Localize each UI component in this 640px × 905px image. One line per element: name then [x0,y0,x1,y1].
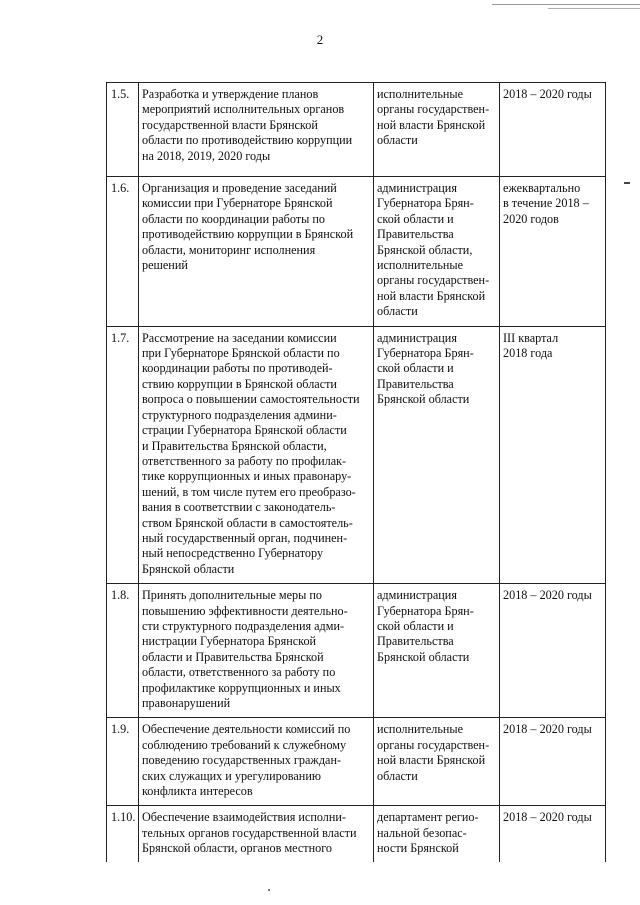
responsible-executor: администрация Губернатора Брян- ской области и Правительства Брянской области [374,584,500,718]
measure-description: Обеспечение деятельности комиссий по соблюдению требований к служебному поведению государственных граждан- ских служащих и урегулированию конфликта интересов [139,718,374,806]
table-row [107,584,606,718]
table-row [107,718,606,806]
margin-mark [624,182,630,184]
table-row [107,326,606,584]
measures-table [106,82,606,862]
measure-description: Принять дополнительные меры по повышению эффективности деятельно- сти структурного подразделения адми- нистрации Губернатора Брянской области и Правительства Брянской области, ответственного за работу по профилактике коррупционных и иных правонарушений [139,584,374,718]
deadline: 2018 – 2020 годы [500,83,606,177]
scan-artifact-line [548,8,640,9]
item-number: 1.8. [107,584,139,718]
table-row [107,806,606,862]
measure-description: Разработка и утверждение планов мероприятий исполнительных органов государственной власти Брянской области по противодействию коррупции на 2018, 2019, 2020 годы [139,83,374,177]
item-number: 1.10. [107,806,139,862]
measure-description: Организация и проведение заседаний комиссии при Губернаторе Брянской области по координации работы по противодействию коррупции в Брянской области, мониторинг исполнения решений [139,177,374,327]
item-number: 1.5. [107,83,139,177]
deadline: 2018 – 2020 годы [500,718,606,806]
responsible-executor: администрация Губернатора Брян- ской области и Правительства Брянской области [374,326,500,584]
deadline: 2018 – 2020 годы [500,806,606,862]
deadline: III квартал 2018 года [500,326,606,584]
item-number: 1.7. [107,326,139,584]
responsible-executor: департамент регио- нальной безопас- ности Брянской [374,806,500,862]
measure-description: Рассмотрение на заседании комиссии при Губернаторе Брянской области по координации работы по противодей- ствию коррупции в Брянской области вопроса о повышении самостоятельности структурного подразделения админи- страции Губернатора Брянской области и Правительства Брянской области, ответственного за работу по профилак- тике коррупционных и иных правонару- шений, в том числе путем его преобразо- вания в соответствии с законодатель- ством Брянской области в самостоятель- ный государственный орган, подчинен- ный непосредственно Губернатору Брянской области [139,326,374,584]
responsible-executor: исполнительные органы государствен- ной власти Брянской области [374,83,500,177]
deadline: 2018 – 2020 годы [500,584,606,718]
measure-description: Обеспечение взаимодействия исполни- тельных органов государственной власти Брянской области, органов местного [139,806,374,862]
scan-artifact-line [492,4,640,5]
table-row [107,83,606,177]
item-number: 1.9. [107,718,139,806]
responsible-executor: администрация Губернатора Брян- ской области и Правительства Брянской области, исполнительные органы государствен- ной власти Брянской области [374,177,500,327]
scan-speck [268,889,270,891]
deadline: ежеквартально в течение 2018 – 2020 годов [500,177,606,327]
page-number: 2 [316,32,324,47]
table-row [107,177,606,327]
responsible-executor: исполнительные органы государствен- ной власти Брянской области [374,718,500,806]
item-number: 1.6. [107,177,139,327]
